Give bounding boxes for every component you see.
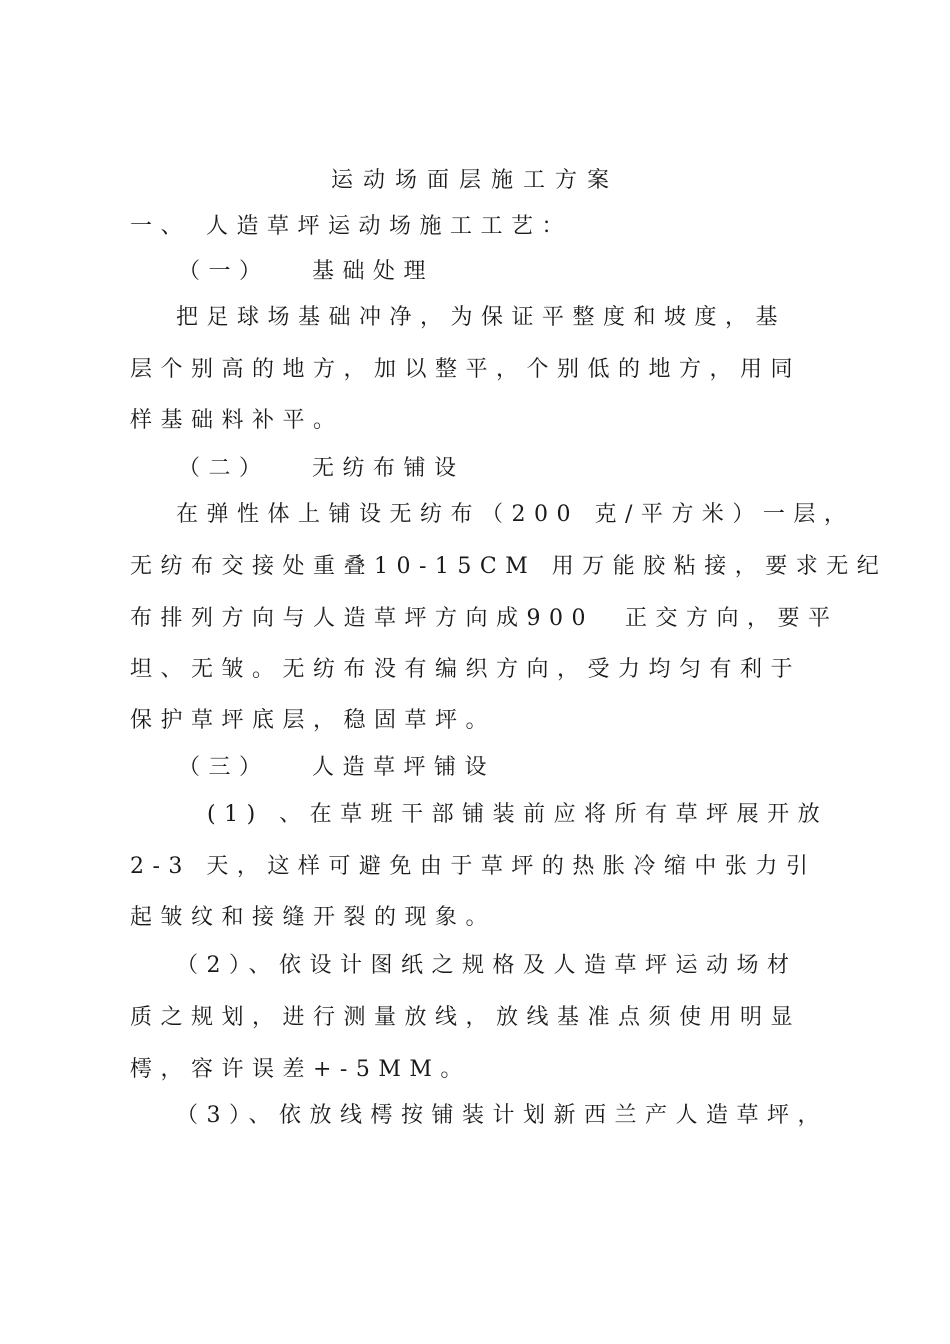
subsection-1-title: 基础处理 <box>312 259 435 284</box>
paragraph-line: 在弹性体上铺设无纺布（200 克/平方米）一层， <box>176 502 855 527</box>
list-item-line: (1) 、在草班干部铺装前应将所有草坪展开放 <box>207 802 829 827</box>
list-item-line: 樗，容许误差+-5MM。 <box>130 1057 471 1082</box>
paragraph-line: 样基础料补平。 <box>130 408 344 433</box>
list-item-line: （3）、依放线樗按铺装计划新西兰产人造草坪， <box>176 1103 828 1128</box>
paragraph-line: 无纺布交接处重叠10-15CM 用万能胶粘接，要求无纪 <box>130 554 888 579</box>
subsection-2-title: 无纺布铺设 <box>312 456 465 481</box>
list-item-line: 质之规划，进行测量放线，放线基准点须使用明显 <box>130 1005 802 1030</box>
list-item-line: 起皱纹和接缝开裂的现象。 <box>130 905 497 930</box>
document-title: 运动场面层施工方案 <box>330 168 619 193</box>
list-item-line: （2）、依设计图纸之规格及人造草坪运动场材 <box>176 953 798 978</box>
subsection-2-label: （二） <box>178 456 270 481</box>
subsection-3-label: （三） <box>178 755 270 780</box>
list-item-line: 2-3 天，这样可避免由于草坪的热胀冷缩中张力引 <box>130 854 817 879</box>
subsection-1-label: （一） <box>178 259 270 284</box>
paragraph-line: 保护草坪底层，稳固草坪。 <box>130 708 497 733</box>
section-1-number: 一、 <box>130 214 192 239</box>
paragraph-line: 坦、无皱。无纺布没有编织方向，受力均匀有利于 <box>130 657 802 682</box>
paragraph-line: 层个别高的地方，加以整平，个别低的地方，用同 <box>130 357 802 382</box>
subsection-3-title: 人造草坪铺设 <box>312 755 496 780</box>
paragraph-line: 把足球场基础冲净，为保证平整度和坡度，基 <box>176 305 787 330</box>
section-1-heading: 人造草坪运动场施工工艺： <box>206 214 573 239</box>
paragraph-line: 布排列方向与人造草坪方向成900 正交方向，要平 <box>130 606 839 631</box>
